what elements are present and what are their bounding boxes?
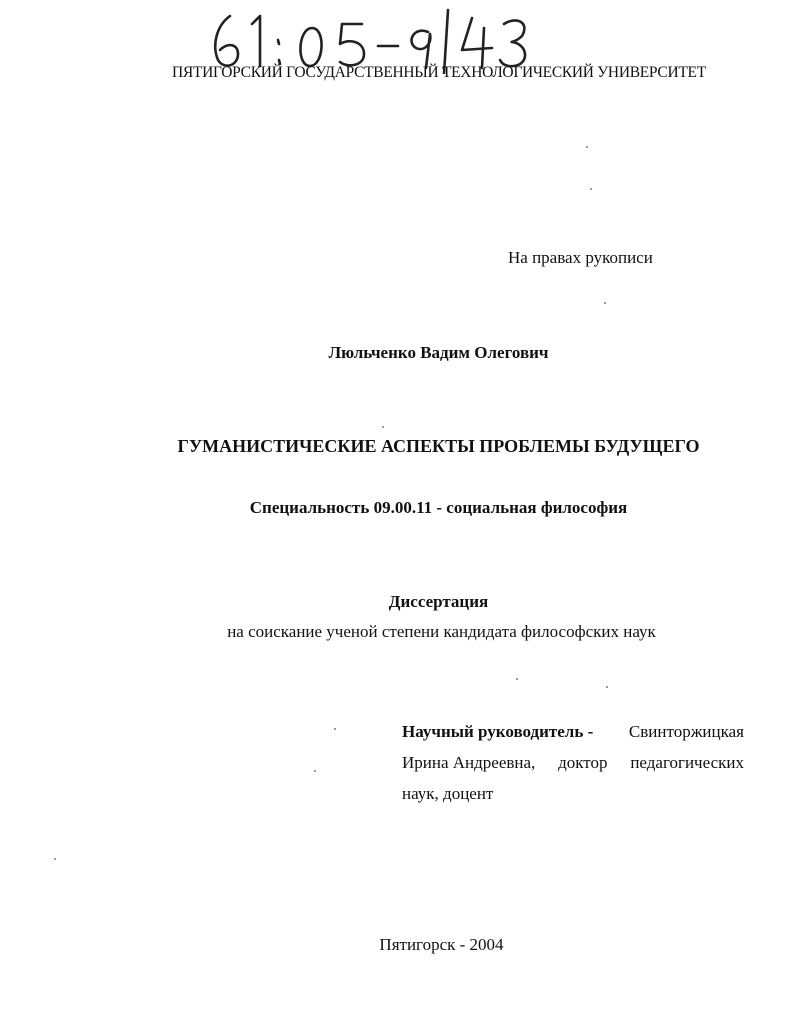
university-name: ПЯТИГОРСКИЙ ГОСУДАРСТВЕННЫЙ ТЕХНОЛОГИЧЕСКИЙ УНИВЕРСИТЕТ bbox=[172, 64, 706, 81]
scan-speck bbox=[334, 728, 336, 730]
specialty-line: Специальность 09.00.11 - социальная философия bbox=[249, 498, 628, 517]
author-name: Люльченко Вадим Олегович bbox=[328, 343, 549, 362]
degree-line: на соискание ученой степени кандидата философских наук bbox=[227, 622, 656, 641]
supervisor-line-1 bbox=[402, 716, 744, 747]
scan-speck bbox=[516, 678, 518, 680]
scan-speck bbox=[314, 770, 316, 772]
scan-speck bbox=[382, 426, 384, 428]
document-type: Диссертация bbox=[388, 592, 489, 611]
supervisor-block bbox=[402, 716, 744, 809]
dissertation-title: ГУМАНИСТИЧЕСКИЕ АСПЕКТЫ ПРОБЛЕМЫ БУДУЩЕГО bbox=[177, 436, 700, 456]
scan-speck bbox=[54, 858, 56, 860]
scan-speck bbox=[604, 302, 606, 304]
supervisor-label: Научный руководитель - bbox=[402, 722, 594, 741]
city-and-year: Пятигорск - 2004 bbox=[379, 935, 504, 954]
supervisor-given-names: Ирина Андреевна, bbox=[402, 753, 536, 772]
scan-speck bbox=[586, 146, 588, 148]
supervisor-line-3: наук, доцент bbox=[402, 784, 494, 803]
supervisor-degree-field: педагогических bbox=[630, 753, 744, 772]
scan-speck bbox=[590, 188, 592, 190]
supervisor-degree-word: доктор bbox=[558, 753, 608, 772]
scan-speck bbox=[606, 686, 608, 688]
manuscript-rights-note: На правах рукописи bbox=[508, 248, 653, 267]
supervisor-surname: Свинторжицкая bbox=[628, 722, 744, 741]
supervisor-line-2 bbox=[402, 747, 744, 778]
